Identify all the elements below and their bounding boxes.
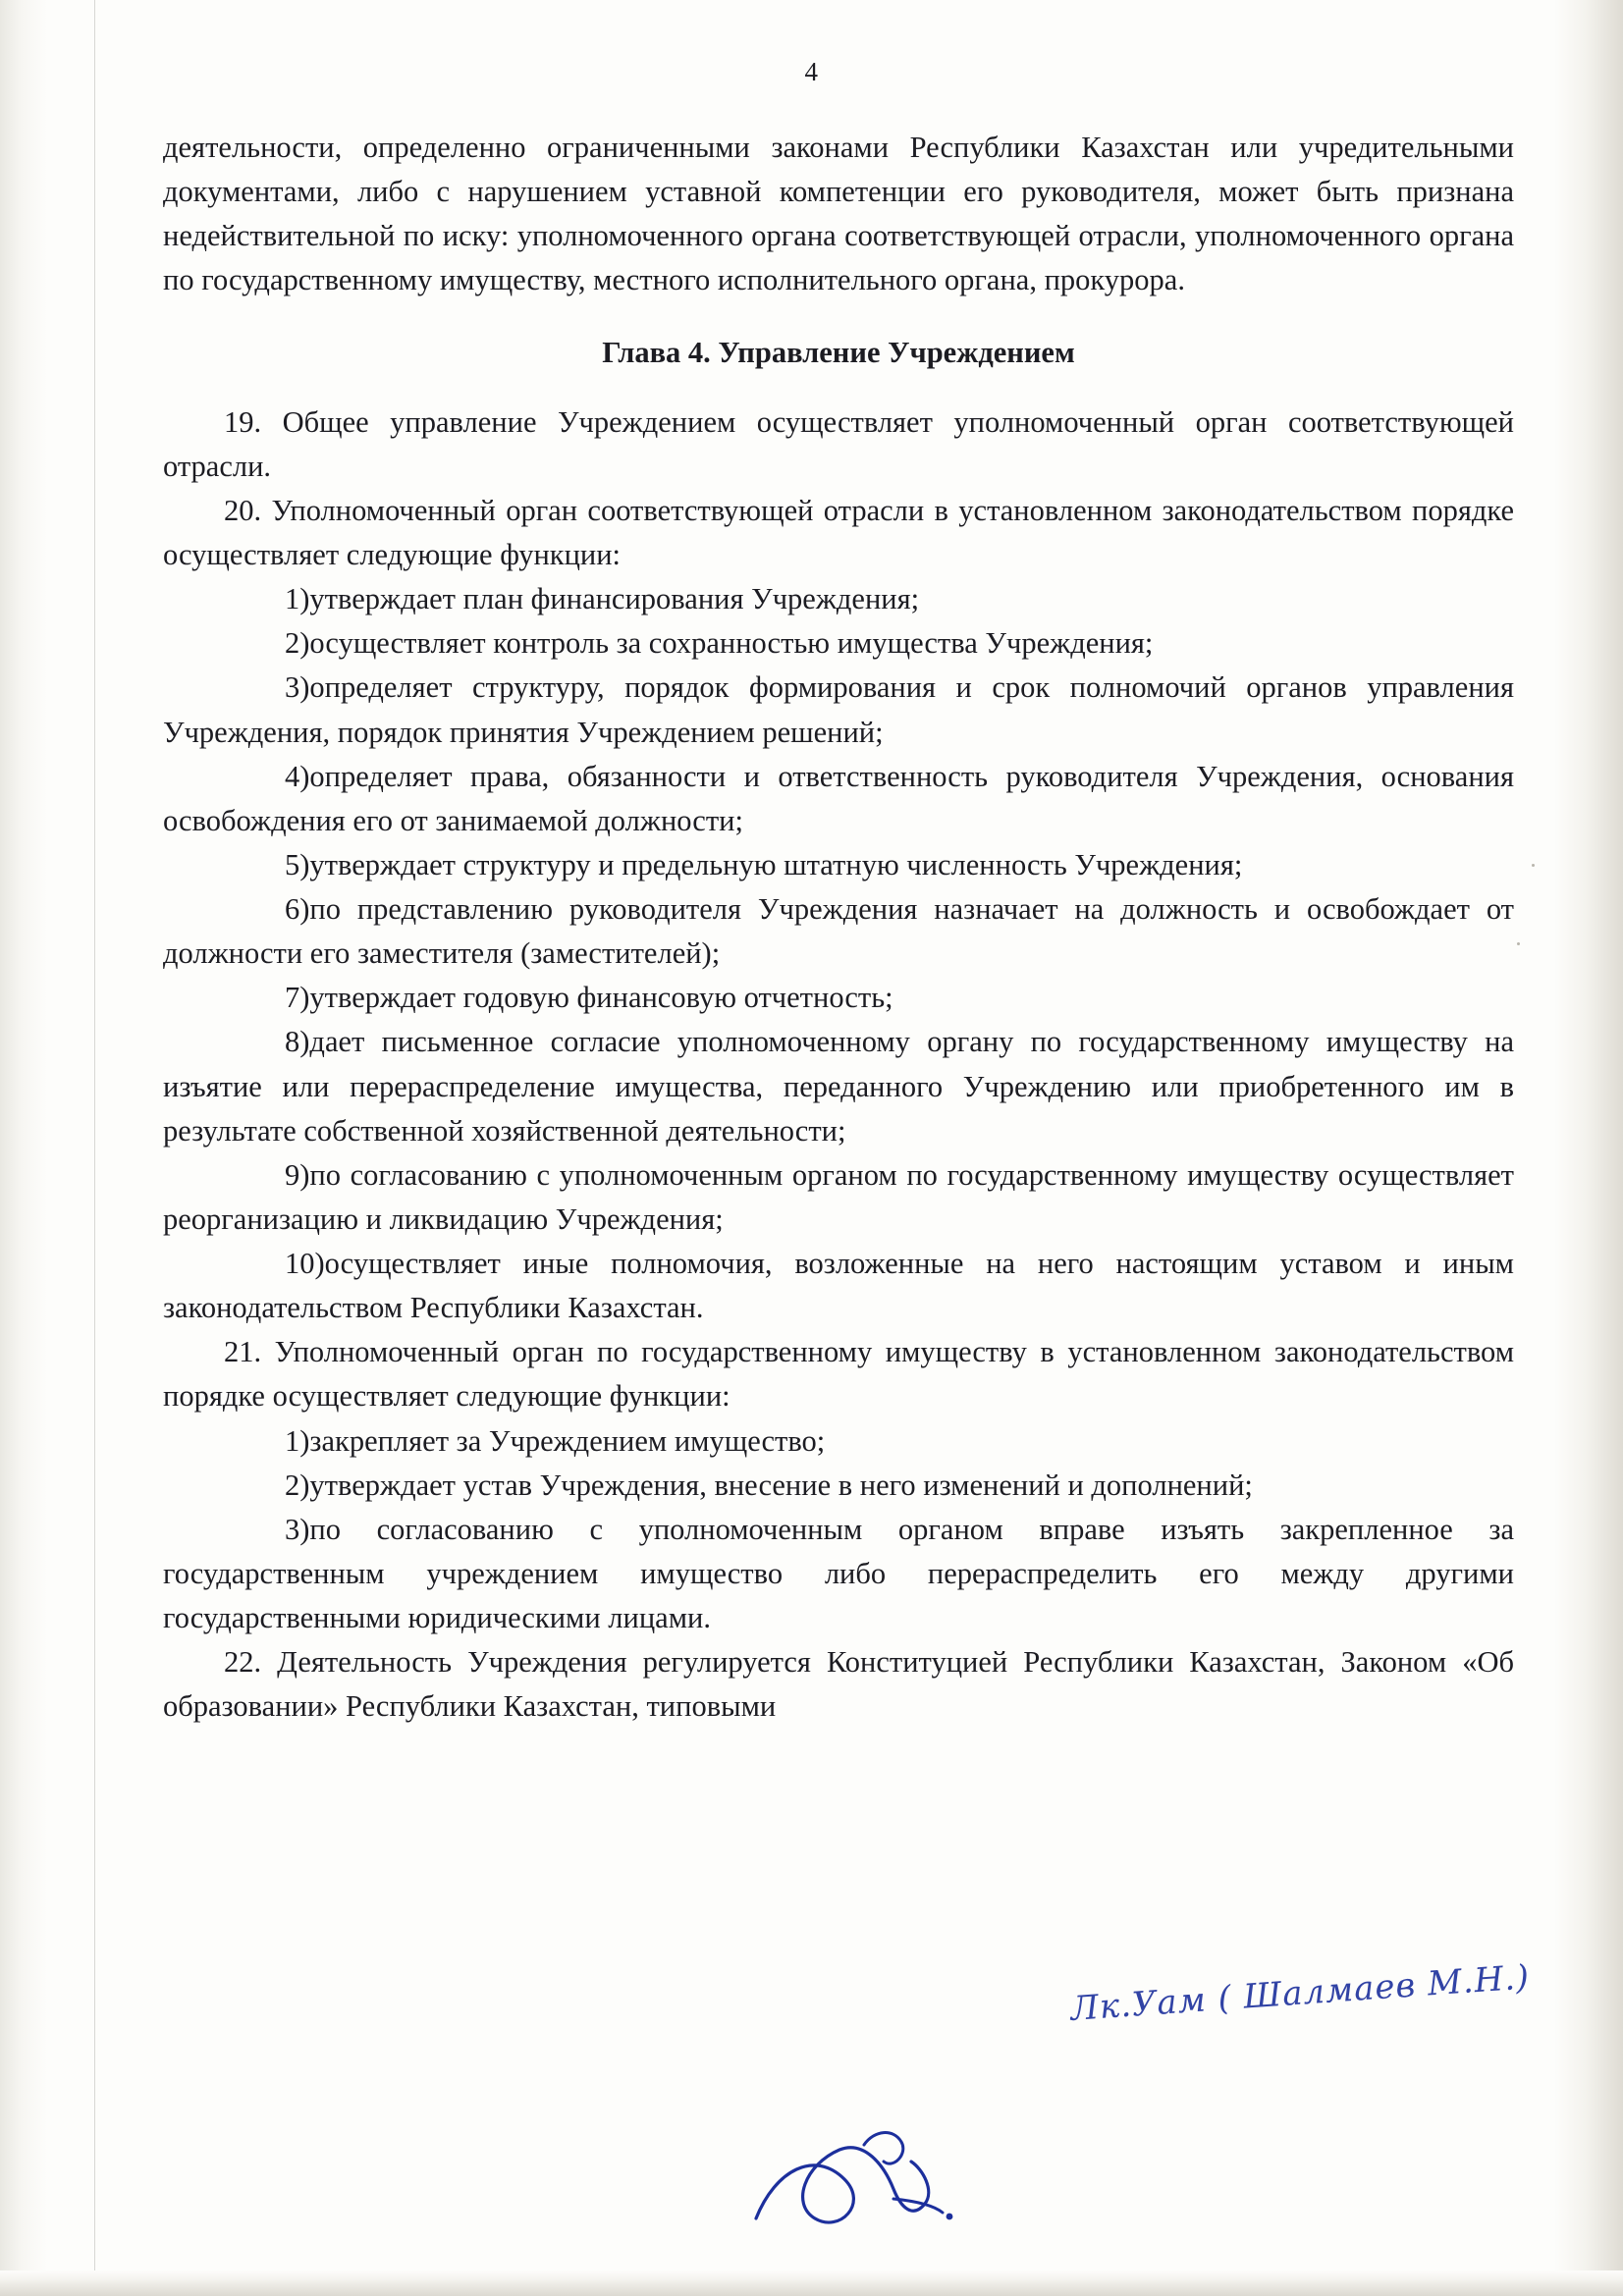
paragraph-continuation: деятельности, определенно ограниченными законами Республики Казахстан или учредительными документами, либо с нарушением уставной компетенции его руководителя, может быть признана недействительной по иску: уполномоченного органа соответствующей отрасли, уполномоченного органа по государственному имуществу, местного исполнительного органа, прокурора. [163, 131, 1514, 297]
list-item-text: по согласованию с уполномоченным органом вправе изъять закрепленное за государственным учреждением имущество либо перераспределить его между другими государственными юридическими лицами. [163, 1512, 1514, 1634]
list-item [163, 976, 1514, 1020]
list-item-text: определяет права, обязанности и ответственность руководителя Учреждения, основания освобождения его от занимаемой должности; [163, 759, 1514, 837]
list-item-number: 1) [285, 1423, 310, 1458]
clause-22: 22. Деятельность Учреждения регулируется Конституцией Республики Казахстан, Законом «Об образовании» Республики Казахстан, типовыми [163, 1645, 1514, 1724]
scan-speck [1517, 942, 1520, 945]
list-item-number: 5) [285, 847, 310, 881]
clause-21: 21. Уполномоченный орган по государственному имуществу в установленном законодательством порядке осуществляет следующие функции: [163, 1335, 1514, 1414]
list-item [163, 755, 1514, 843]
list-item-number: 2) [285, 626, 310, 661]
handwritten-signature [1069, 1957, 1532, 2044]
list-item [163, 1419, 1514, 1464]
list-item [163, 887, 1514, 976]
list-item [163, 577, 1514, 621]
list-item [163, 621, 1514, 666]
list-item-number: 3) [285, 1512, 310, 1546]
list-item-text: утверждает структуру и предельную штатную численность Учреждения; [309, 847, 1243, 881]
list-item-number: 7) [285, 981, 310, 1015]
list-item-number: 8) [285, 1025, 310, 1059]
list-item [163, 1020, 1514, 1152]
list-item-text: закрепляет за Учреждением имущество; [309, 1423, 826, 1458]
list-item-text: утверждает план финансирования Учреждения; [309, 582, 920, 616]
list-item-number: 2) [285, 1468, 310, 1502]
list-item-number: 1) [285, 582, 310, 616]
clause-20: 20. Уполномоченный орган соответствующей отрасли в установленном законодательством порядке осуществляет следующие функции: [163, 493, 1514, 571]
page-number: 4 [804, 57, 819, 86]
list-item-number: 4) [285, 759, 310, 793]
list-item [163, 666, 1514, 754]
list-item-text: осуществляет контроль за сохранностью имущества Учреждения; [309, 626, 1154, 661]
list-item-number: 10) [285, 1247, 325, 1280]
list-item-number: 6) [285, 892, 310, 926]
list-item [163, 1508, 1514, 1640]
list-item-text: по представлению руководителя Учреждения назначает на должность и освобождает от должности его заместителя (заместителей); [163, 892, 1514, 971]
clause-19: 19. Общее управление Учреждением осуществляет уполномоченный орган соответствующей отрасли. [163, 404, 1514, 483]
list-item-number: 9) [285, 1157, 310, 1192]
signature-scribble-icon [746, 2110, 1041, 2258]
scan-speck [1532, 864, 1535, 867]
list-item [163, 1464, 1514, 1508]
list-item-text: дает письменное согласие уполномоченному органу по государственному имуществу на изъятие или перераспределение имущества, переданного Учреждению или приобретенного им в результате собственной хозяйственной деятельности; [163, 1025, 1514, 1148]
signature-name-text: Лк.Уам ( Шалмаев М.Н.) [1069, 1957, 1532, 2029]
list-item [163, 1242, 1514, 1330]
list-item-text: утверждает устав Учреждения, внесение в него изменений и дополнений; [309, 1468, 1253, 1502]
list-item-text: утверждает годовую финансовую отчетность; [309, 981, 893, 1015]
list-item-number: 3) [285, 670, 310, 705]
list-item-text: по согласованию с уполномоченным органом по государственному имуществу осуществляет реорганизацию и ликвидацию Учреждения; [163, 1157, 1514, 1236]
list-item-text: определяет структуру, порядок формирования и срок полномочий органов управления Учреждения, порядок принятия Учреждением решений; [163, 670, 1514, 749]
list-item [163, 1153, 1514, 1242]
chapter-heading: Глава 4. Управление Учреждением [602, 335, 1075, 369]
list-item [163, 843, 1514, 887]
list-item-text: осуществляет иные полномочия, возложенные на него настоящим уставом и иным законодательством Республики Казахстан. [163, 1247, 1514, 1325]
document-body [163, 126, 1514, 1729]
